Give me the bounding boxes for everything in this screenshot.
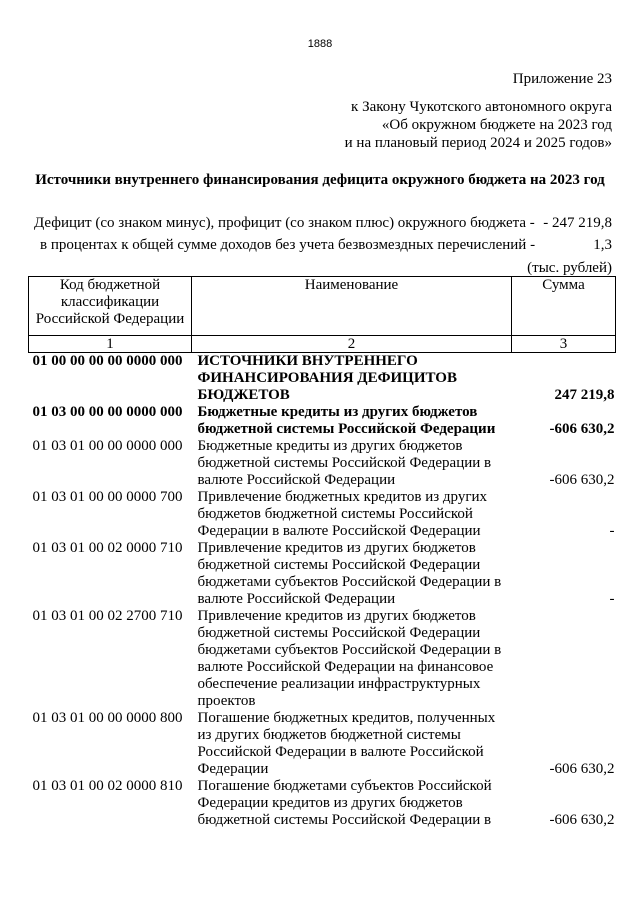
appendix-number: Приложение 23 (512, 71, 612, 87)
row-code: 01 03 01 00 00 0000 800 (32, 710, 183, 726)
row-amount: - (609, 523, 615, 539)
column-number: 2 (192, 336, 512, 353)
row-amount: -606 630,2 (549, 812, 615, 828)
sources-table (28, 276, 616, 829)
appendix-law-title-line: «Об окружном бюджете на 2023 год (381, 117, 612, 133)
appendix-header (345, 70, 612, 152)
row-amount: 247 219,8 (554, 387, 615, 403)
appendix-law-line: к Закону Чукотского автономного округа (351, 99, 612, 115)
row-code: 01 03 01 00 00 0000 000 (32, 438, 183, 454)
header-code: Код бюджетной классификации Российской Федерации (29, 277, 192, 336)
row-code: 01 03 00 00 00 0000 000 (32, 404, 183, 420)
row-name: Привлечение кредитов из других бюджетов бюджетной системы Российской Федерации бюджетами субъектов Российской Федерации в валюте Российской Федерации (197, 540, 502, 607)
row-name: Погашение бюджетных кредитов, полученных из других бюджетов бюджетной системы Российской Федерации в валюте Российской Федерации (197, 710, 496, 777)
table-row (29, 489, 616, 540)
column-number-row (29, 336, 616, 353)
row-amount: -606 630,2 (549, 421, 615, 437)
document-title: Источники внутреннего финансирования дефицита окружного бюджета на 2023 год (35, 172, 605, 188)
table-row (29, 404, 616, 438)
row-code: 01 03 01 00 02 0000 710 (32, 540, 183, 556)
row-name: Бюджетные кредиты из других бюджетов бюджетной системы Российской Федерации (197, 404, 496, 437)
row-amount: -606 630,2 (549, 761, 615, 777)
table-row (29, 540, 616, 608)
units-label: (тыс. рублей) (527, 260, 612, 276)
row-name: Бюджетные кредиты из других бюджетов бюджетной системы Российской Федерации в валюте Российской Федерации (197, 438, 492, 488)
percent-value: 1,3 (593, 237, 612, 253)
row-name: Привлечение бюджетных кредитов из других бюджетов бюджетной системы Российской Федерации в валюте Российской Федерации (197, 489, 488, 539)
deficit-value: - 247 219,8 (543, 215, 612, 231)
table-row (29, 778, 616, 829)
row-amount: - (609, 591, 615, 607)
table-row (29, 608, 616, 710)
table-header-row (29, 277, 616, 336)
appendix-law-period-line: и на плановый период 2024 и 2025 годов» (344, 135, 612, 151)
row-code: 01 03 01 00 00 0000 700 (32, 489, 183, 505)
row-amount: -606 630,2 (549, 472, 615, 488)
row-code: 01 03 01 00 02 2700 710 (32, 608, 183, 624)
page-number: 1888 (307, 38, 333, 50)
row-code: 01 03 01 00 02 0000 810 (32, 778, 183, 794)
deficit-label: Дефицит (со знаком минус), профицит (со знаком плюс) окружного бюджета - (34, 215, 535, 231)
table-row (29, 353, 616, 405)
header-name: Наименование (192, 277, 512, 336)
row-name: ИСТОЧНИКИ ВНУТРЕННЕГО ФИНАНСИРОВАНИЯ ДЕФИЦИТОВ БЮДЖЕТОВ (197, 353, 457, 403)
row-name: Погашение бюджетами субъектов Российской Федерации кредитов из других бюджетов бюджетной системы Российской Федерации в (197, 778, 492, 828)
table-row (29, 710, 616, 778)
row-code: 01 00 00 00 00 0000 000 (32, 353, 183, 369)
column-number: 1 (29, 336, 192, 353)
table-row (29, 438, 616, 489)
row-name: Привлечение кредитов из других бюджетов бюджетной системы Российской Федерации бюджетами субъектов Российской Федерации в валюте Российской Федерации на финансовое обеспечение реализации инфраструктурных проектов (197, 608, 502, 709)
column-number: 3 (512, 336, 616, 353)
row-amount (512, 608, 616, 710)
percent-label: в процентах к общей сумме доходов без учета безвозмездных перечислений - (40, 237, 536, 253)
header-amount: Сумма (512, 277, 616, 336)
